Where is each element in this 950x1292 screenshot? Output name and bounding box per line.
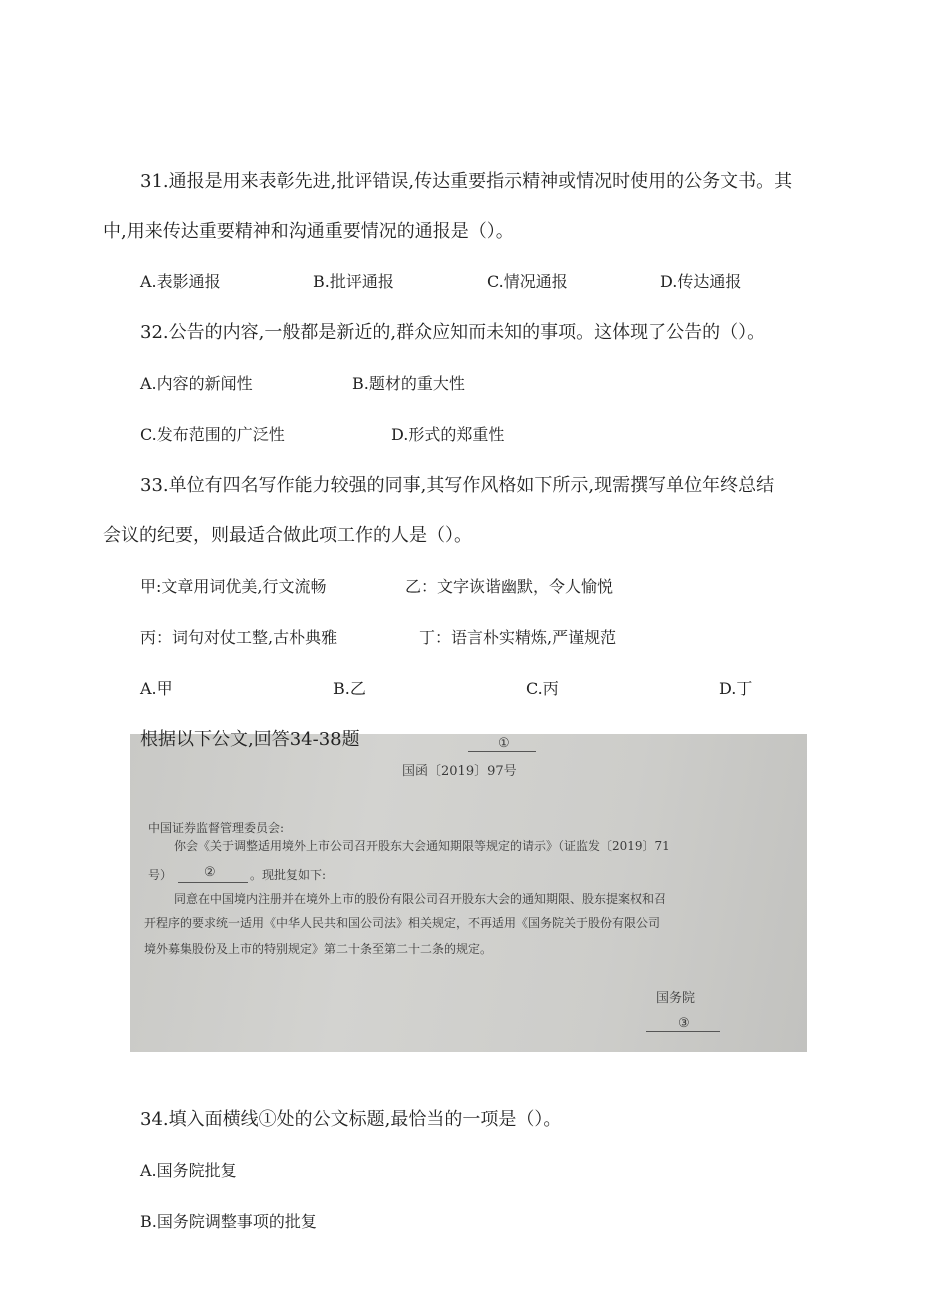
doc-body-line2-post: 。现批复如下: [250, 868, 327, 882]
q33-line2: 会议的纪要，则最适合做此项工作的人是（）。 [103, 525, 472, 546]
q34-option-b: B.国务院调整事项的批复 [140, 1212, 317, 1231]
q31-line2: 中,用来传达重要精神和沟通重要情况的通报是（）。 [103, 221, 514, 242]
q32-line1: 32.公告的内容,一般都是新近的,群众应知而未知的事项。这体现了公告的（）。 [140, 322, 766, 343]
q32-option-d: D.形式的郑重性 [391, 425, 505, 444]
q33-option-b: B.乙 [333, 679, 366, 698]
q33-style-jia: 甲:文章用词优美,行文流畅 [140, 577, 327, 596]
doc-body-line5: 境外募集股份及上市的特别规定》第二十条至第二十二条的规定。 [144, 942, 493, 956]
q33-style-bing: 丙：词句对仗工整,古朴典雅 [140, 628, 338, 647]
official-document-photo [130, 734, 807, 1052]
doc-body-line2-pre: 号） [148, 868, 173, 882]
q33-style-ding: 丁：语言朴实精炼,严谨规范 [419, 628, 617, 647]
doc-number: 国函〔2019〕97号 [402, 764, 517, 779]
doc-recipient: 中国证券监督管理委员会: [148, 821, 285, 835]
q31-option-a: A.表影通报 [140, 272, 221, 291]
q31-line1: 31.通报是用来表彰先进,批评错误,传达重要指示精神或情况时使用的公务文书。其 [140, 171, 793, 192]
doc-body-line1: 你会《关于调整适用境外上市公司召开股东大会通知期限等规定的请示》（证监发〔2019〕71 [174, 839, 670, 853]
q33-option-d: D.丁 [719, 679, 753, 698]
q34-line1: 34.填入面横线①处的公文标题,最恰当的一项是（）。 [140, 1109, 562, 1130]
q32-option-b: B.题材的重大性 [352, 374, 465, 393]
q31-option-d: D.传达通报 [660, 272, 742, 291]
q33-style-yi: 乙：文字诙谐幽默，令人愉悦 [405, 577, 614, 596]
q34-option-a: A.国务院批复 [140, 1161, 237, 1180]
doc-body-line3: 同意在中国境内注册并在境外上市的股份有限公司召开股东大会的通知期限、股东提案权和召 [174, 892, 667, 906]
passage-intro: 根据以下公文,回答34-38题 [140, 729, 360, 750]
doc-body-line4: 开程序的要求统一适用《中华人民共和国公司法》相关规定，不再适用《国务院关于股份有限公司 [144, 916, 661, 930]
doc-blank-2: ② [204, 865, 216, 880]
doc-blank-1: ① [498, 736, 510, 751]
q33-option-c: C.丙 [526, 679, 559, 698]
doc-blank-3: ③ [678, 1016, 690, 1031]
q33-line1: 33.单位有四名写作能力较强的同事,其写作风格如下所示,现需撰写单位年终总结 [140, 475, 775, 496]
doc-signature: 国务院 [656, 991, 696, 1006]
q31-option-c: C.情况通报 [487, 272, 568, 291]
q32-option-c: C.发布范围的广泛性 [140, 425, 285, 444]
q31-option-b: B.批评通报 [313, 272, 394, 291]
q33-option-a: A.甲 [140, 679, 173, 698]
q32-option-a: A.内容的新闻性 [140, 374, 253, 393]
